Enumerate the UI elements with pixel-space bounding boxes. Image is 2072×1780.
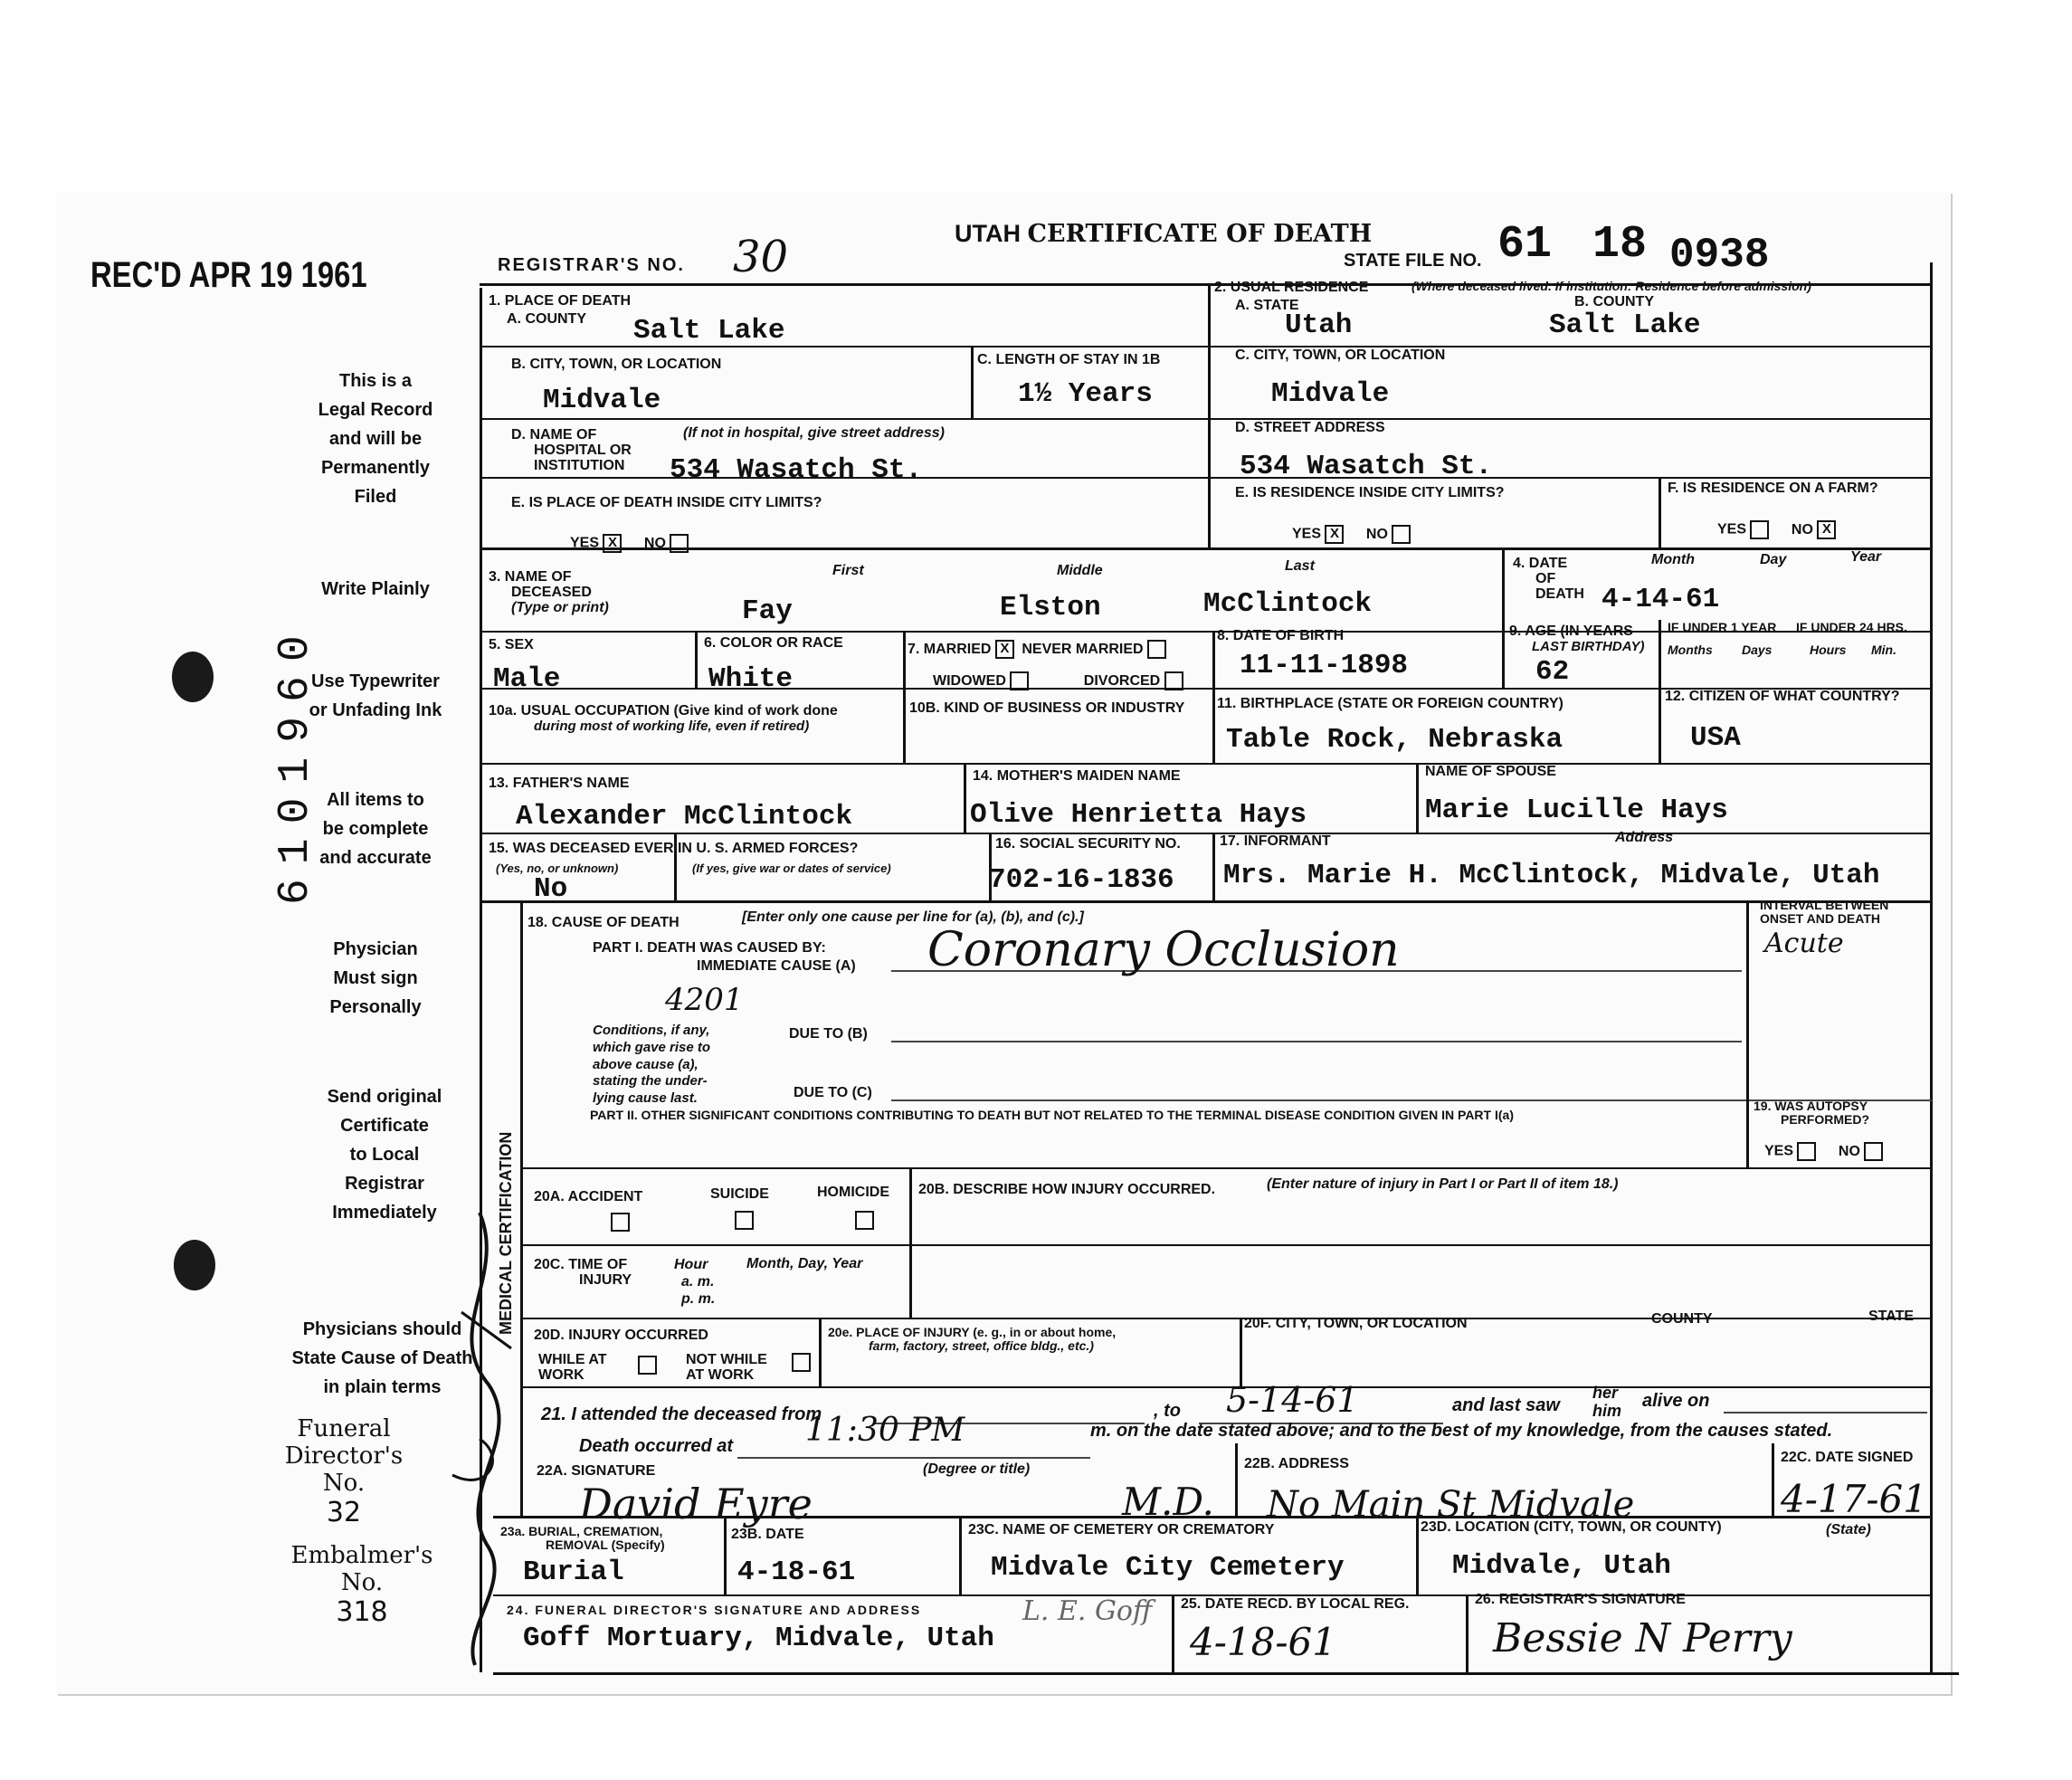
registrar-signature: Bessie N Perry xyxy=(1493,1615,1792,1661)
part-2-label: PART II. OTHER SIGNIFICANT CONDITIONS CONTRIBUTING TO DEATH BUT NOT RELATED TO THE TERMINAL DISEASE CONDITION GIVEN IN PART I(a) xyxy=(590,1108,1514,1122)
due-to-c-label: DUE TO (C) xyxy=(794,1085,872,1100)
mother-label: 14. MOTHER'S MAIDEN NAME xyxy=(973,768,1181,784)
informant-label: 17. INFORMANT xyxy=(1220,833,1331,849)
while-at-work[interactable]: WHILE AT WORK xyxy=(538,1352,607,1383)
hospital-label: D. NAME OF HOSPITAL OR INSTITUTION xyxy=(511,427,632,473)
side-state-cause: Physicians should State Cause of Death in plain terms xyxy=(291,1319,473,1397)
mother: Olive Henrietta Hays xyxy=(970,799,1307,831)
usual-residence-note: (Where deceased lived. If institution: Residence before admission) xyxy=(1411,279,1811,293)
state-file-no-c: 0938 xyxy=(1669,232,1770,279)
hour-label: Hour a. m. p. m. xyxy=(674,1257,716,1308)
farm-label: F. IS RESIDENCE ON A FARM? xyxy=(1668,481,1878,496)
cemetery-label: 23C. NAME OF CEMETERY OR CREMATORY xyxy=(968,1522,1275,1537)
checkbox-checked[interactable]: X xyxy=(603,534,622,553)
injury-desc-label: 20B. DESCRIBE HOW INJURY OCCURRED. xyxy=(918,1182,1216,1197)
interval-label: INTERVAL BETWEEN ONSET AND DEATH xyxy=(1760,898,1889,926)
checkbox[interactable] xyxy=(1164,671,1183,690)
accident-label: 20A. ACCIDENT xyxy=(534,1189,643,1204)
citizen: USA xyxy=(1690,722,1741,754)
date-recd-label: 25. DATE RECD. BY LOCAL REG. xyxy=(1181,1596,1410,1612)
min-label: Min. xyxy=(1871,643,1896,657)
residence-state: Utah xyxy=(1285,309,1353,341)
place-of-injury-label: 20e. PLACE OF INJURY (e. g., in or about home, farm, factory, street, office bldg., etc.) xyxy=(828,1325,1117,1353)
year-label: Year xyxy=(1850,549,1882,565)
cemetery: Midvale City Cemetery xyxy=(991,1552,1345,1584)
medical-certification-side: MEDICAL CERTIFICATION xyxy=(497,1131,515,1335)
months-label: Months xyxy=(1668,643,1713,657)
funeral-director-label: 24. FUNERAL DIRECTOR'S SIGNATURE AND ADDRESS xyxy=(507,1603,922,1617)
funeral-director: Goff Mortuary, Midvale, Utah xyxy=(523,1623,994,1654)
sex-label: 5. SEX xyxy=(489,637,534,652)
first-name: Fay xyxy=(742,595,793,627)
state-file-no-a: 61 xyxy=(1497,219,1553,271)
embalmer-no: Embalmer's No. 318 xyxy=(290,1542,433,1628)
street-address-label: D. STREET ADDRESS xyxy=(1235,420,1385,435)
hospital-note: (If not in hospital, give street address) xyxy=(683,425,945,441)
ssn: 702-16-1836 xyxy=(989,864,1174,896)
place-of-death-label: 1. PLACE OF DEATH xyxy=(489,293,632,309)
checkbox-checked[interactable]: X xyxy=(1817,520,1836,539)
checkbox[interactable] xyxy=(1010,671,1029,690)
checkbox[interactable] xyxy=(1750,520,1769,539)
last-name: McClintock xyxy=(1203,588,1373,620)
burial-date-label: 23B. DATE xyxy=(731,1527,804,1542)
registrar-signature-label: 26. REGISTRAR'S SIGNATURE xyxy=(1475,1592,1686,1607)
date-recd: 4-18-61 xyxy=(1190,1620,1336,1664)
birthplace: Table Rock, Nebraska xyxy=(1226,724,1564,756)
signature-label: 22A. SIGNATURE xyxy=(537,1463,656,1479)
ssn-label: 16. SOCIAL SECURITY NO. xyxy=(995,836,1181,852)
informant: Mrs. Marie H. McClintock, Midvale, Utah xyxy=(1223,860,1880,891)
alive-on-label: alive on xyxy=(1642,1391,1710,1411)
side-typewriter: Use Typewriter or Unfading Ink xyxy=(309,671,442,720)
suicide-label: SUICIDE xyxy=(710,1186,769,1202)
injury-occurred-label: 20D. INJURY OCCURRED xyxy=(534,1328,708,1343)
street-address: 534 Wasatch St. xyxy=(1240,451,1493,482)
burial-date: 4-18-61 xyxy=(737,1556,856,1588)
side-send-original: Send original Certificate to Local Registrar Immediately xyxy=(327,1087,442,1223)
usual-residence-label: 2. USUAL RESIDENCE xyxy=(1214,280,1369,295)
city-of-injury-label: 20F. CITY, TOWN, OR LOCATION xyxy=(1244,1316,1468,1331)
armed-forces-label: 15. WAS DECEASED EVER IN U. S. ARMED FORCES? xyxy=(489,841,859,856)
autopsy-yes-no[interactable]: YES NO xyxy=(1764,1142,1883,1161)
state-file-no-b: 18 xyxy=(1592,219,1648,271)
her-him-label: her him xyxy=(1592,1384,1622,1420)
checkbox[interactable] xyxy=(1147,640,1166,659)
checkbox[interactable] xyxy=(670,534,689,553)
conditions-label: Conditions, if any, which gave rise to above cause (a), stating the under- lying cause last. xyxy=(593,1023,711,1106)
checkbox[interactable] xyxy=(1864,1142,1883,1161)
armed-forces: No xyxy=(534,873,568,905)
occupation-label: 10a. USUAL OCCUPATION (Give kind of work done during most of working life, even if retired) xyxy=(489,703,838,734)
checkbox-checked[interactable]: X xyxy=(1325,525,1344,544)
side-legal-record: This is a Legal Record and will be Permanently Filed xyxy=(318,371,433,507)
burial-state-label: (State) xyxy=(1826,1522,1871,1537)
checkbox[interactable] xyxy=(638,1356,657,1375)
birthplace-label: 11. BIRTHPLACE (STATE OR FOREIGN COUNTRY) xyxy=(1217,696,1564,711)
burial-location-label: 23D. LOCATION (CITY, TOWN, OR COUNTY) xyxy=(1421,1519,1722,1535)
death-occurred-suffix: m. on the date stated above; and to the best of my knowledge, from the causes stated. xyxy=(1090,1421,1833,1441)
res-inside-limits-label: E. IS RESIDENCE INSIDE CITY LIMITS? xyxy=(1235,485,1505,500)
immediate-cause: Coronary Occlusion xyxy=(927,923,1400,977)
business-label: 10B. KIND OF BUSINESS OR INDUSTRY xyxy=(909,700,1185,716)
date-of-death: 4-14-61 xyxy=(1602,584,1720,615)
physician-address: No Main St Midvale xyxy=(1267,1484,1635,1526)
attended-from-label: 21. I attended the deceased from xyxy=(541,1404,822,1424)
days-label: Days xyxy=(1742,643,1773,657)
title-main: CERTIFICATE OF DEATH xyxy=(1027,220,1373,248)
hours-label: Hours xyxy=(1810,643,1847,657)
address-label: Address xyxy=(1615,830,1674,845)
day-label: Day xyxy=(1760,552,1787,567)
place-inside-limits-yes[interactable]: YES X NO xyxy=(570,534,689,553)
checkbox-checked[interactable]: X xyxy=(995,640,1014,659)
injury-county-label: COUNTY xyxy=(1651,1311,1713,1327)
dob: 11-11-1898 xyxy=(1240,650,1409,681)
marital-status[interactable]: 7. MARRIED X NEVER MARRIED WIDOWED DIVORCED xyxy=(908,633,1183,697)
immediate-cause-label: IMMEDIATE CAUSE (A) xyxy=(697,958,856,974)
burial-location: Midvale, Utah xyxy=(1452,1550,1671,1582)
checkbox[interactable] xyxy=(1797,1142,1816,1161)
icd-code: 4201 xyxy=(665,982,744,1018)
checkbox[interactable] xyxy=(611,1213,630,1232)
physician-degree: M.D. xyxy=(1122,1480,1214,1524)
cause-note: [Enter only one cause per line for (a), (b), and (c).] xyxy=(742,909,1084,925)
place-city: Midvale xyxy=(543,385,661,416)
side-all-items: All items to be complete and accurate xyxy=(319,790,432,868)
residence-city: Midvale xyxy=(1271,378,1390,410)
last-label: Last xyxy=(1285,558,1315,574)
burial-method-label: 23a. BURIAL, CREMATION, REMOVAL (Specify) xyxy=(500,1524,665,1552)
state-file-label: STATE FILE NO. xyxy=(1344,251,1482,271)
length-of-stay-label: C. LENGTH OF STAY IN 1B xyxy=(977,352,1161,367)
funeral-director-no: Funeral Director's No. 32 xyxy=(284,1415,404,1528)
cause-of-death-label: 18. CAUSE OF DEATH xyxy=(528,915,680,930)
residence-county-label: B. COUNTY xyxy=(1574,294,1654,309)
checkbox[interactable] xyxy=(855,1211,874,1230)
received-stamp: REC'D APR 19 1961 xyxy=(90,255,367,295)
punch-hole xyxy=(172,652,214,702)
physician-signature: David Eyre xyxy=(579,1480,813,1528)
funeral-director-signature: L. E. Goff xyxy=(1022,1595,1153,1627)
place-inside-limits-label: E. IS PLACE OF DEATH INSIDE CITY LIMITS? xyxy=(511,495,822,510)
not-while-at-work[interactable]: NOT WHILE AT WORK xyxy=(686,1352,767,1383)
physician-address-label: 22B. ADDRESS xyxy=(1244,1456,1349,1471)
injury-desc-note: (Enter nature of injury in Part I or Part II of item 18.) xyxy=(1267,1176,1619,1192)
date-signed-label: 22C. DATE SIGNED xyxy=(1781,1450,1914,1465)
last-saw-label: and last saw xyxy=(1452,1395,1560,1415)
armed-note-2: (If yes, give war or dates of service) xyxy=(692,861,891,875)
residence-county: Salt Lake xyxy=(1549,309,1701,341)
date-of-death-label: 4. DATE OF DEATH xyxy=(1513,556,1584,602)
homicide-label: HOMICIDE xyxy=(817,1185,889,1200)
father: Alexander McClintock xyxy=(516,801,853,833)
sex: Male xyxy=(493,663,561,695)
time-of-injury-label: 20C. TIME OF INJURY xyxy=(534,1257,632,1288)
res-inside-limits-yes[interactable]: YES X NO xyxy=(1292,525,1411,544)
dob-label: 8. DATE OF BIRTH xyxy=(1217,628,1345,643)
length-of-stay: 1½ Years xyxy=(1018,378,1153,410)
autopsy-label: 19. WAS AUTOPSY PERFORMED? xyxy=(1754,1099,1869,1127)
checkbox[interactable] xyxy=(792,1353,811,1372)
side-write-plainly: Write Plainly xyxy=(321,579,430,599)
under-24-hrs-label: IF UNDER 24 HRS. xyxy=(1796,620,1907,634)
burial-method: Burial xyxy=(523,1556,624,1588)
checkbox[interactable] xyxy=(1392,525,1411,544)
injury-state-label: STATE xyxy=(1868,1309,1915,1324)
attended-to-label: , to xyxy=(1154,1401,1181,1421)
punch-hole xyxy=(174,1240,215,1290)
race-label: 6. COLOR OR RACE xyxy=(704,635,843,651)
place-city-label: B. CITY, TOWN, OR LOCATION xyxy=(511,357,722,372)
title-prefix: UTAH xyxy=(955,220,1021,247)
part-1-label: PART I. DEATH WAS CAUSED BY: xyxy=(593,940,826,956)
registrars-no: 30 xyxy=(733,232,789,282)
father-label: 13. FATHER'S NAME xyxy=(489,776,630,791)
county-label: A. COUNTY xyxy=(507,311,586,327)
age: 62 xyxy=(1535,656,1570,688)
month-label: Month xyxy=(1651,552,1695,567)
under-1-year-label: IF UNDER 1 YEAR xyxy=(1668,620,1777,634)
residence-city-label: C. CITY, TOWN, OR LOCATION xyxy=(1235,347,1446,363)
interval: Acute xyxy=(1764,928,1844,959)
place-county: Salt Lake xyxy=(633,315,785,347)
degree-label: (Degree or title) xyxy=(923,1461,1031,1477)
first-label: First xyxy=(832,563,864,578)
certificate-title xyxy=(955,220,1372,248)
registrars-no-label: REGISTRAR'S NO. xyxy=(498,255,685,275)
side-physician: Physician Must sign Personally xyxy=(329,939,422,1017)
farm-yes-no[interactable]: YES NO X xyxy=(1717,520,1836,539)
citizen-label: 12. CITIZEN OF WHAT COUNTRY? xyxy=(1665,689,1900,704)
due-to-b-label: DUE TO (B) xyxy=(789,1026,868,1042)
race: White xyxy=(708,663,794,695)
middle-label: Middle xyxy=(1057,563,1103,578)
spouse-label: NAME OF SPOUSE xyxy=(1425,764,1556,779)
death-time: 11:30 PM xyxy=(805,1412,965,1449)
checkbox[interactable] xyxy=(735,1211,754,1230)
month-day-year-label: Month, Day, Year xyxy=(746,1256,863,1271)
vertical-file-number: 6101960 xyxy=(271,621,320,905)
deceased-name-label: 3. NAME OF DECEASED (Type or print) xyxy=(489,569,609,615)
residence-state-label: A. STATE xyxy=(1235,298,1299,313)
age-label: 9. AGE (IN YEARS LAST BIRTHDAY) xyxy=(1509,623,1645,654)
middle-name: Elston xyxy=(1000,592,1101,623)
death-occurred-label: Death occurred at xyxy=(579,1436,734,1456)
attended-to-date: 5-14-61 xyxy=(1226,1380,1359,1420)
armed-note-1: (Yes, no, or unknown) xyxy=(496,861,619,875)
date-signed: 4-17-61 xyxy=(1781,1477,1927,1521)
hospital: 534 Wasatch St. xyxy=(670,454,923,486)
spouse: Marie Lucille Hays xyxy=(1425,795,1728,826)
